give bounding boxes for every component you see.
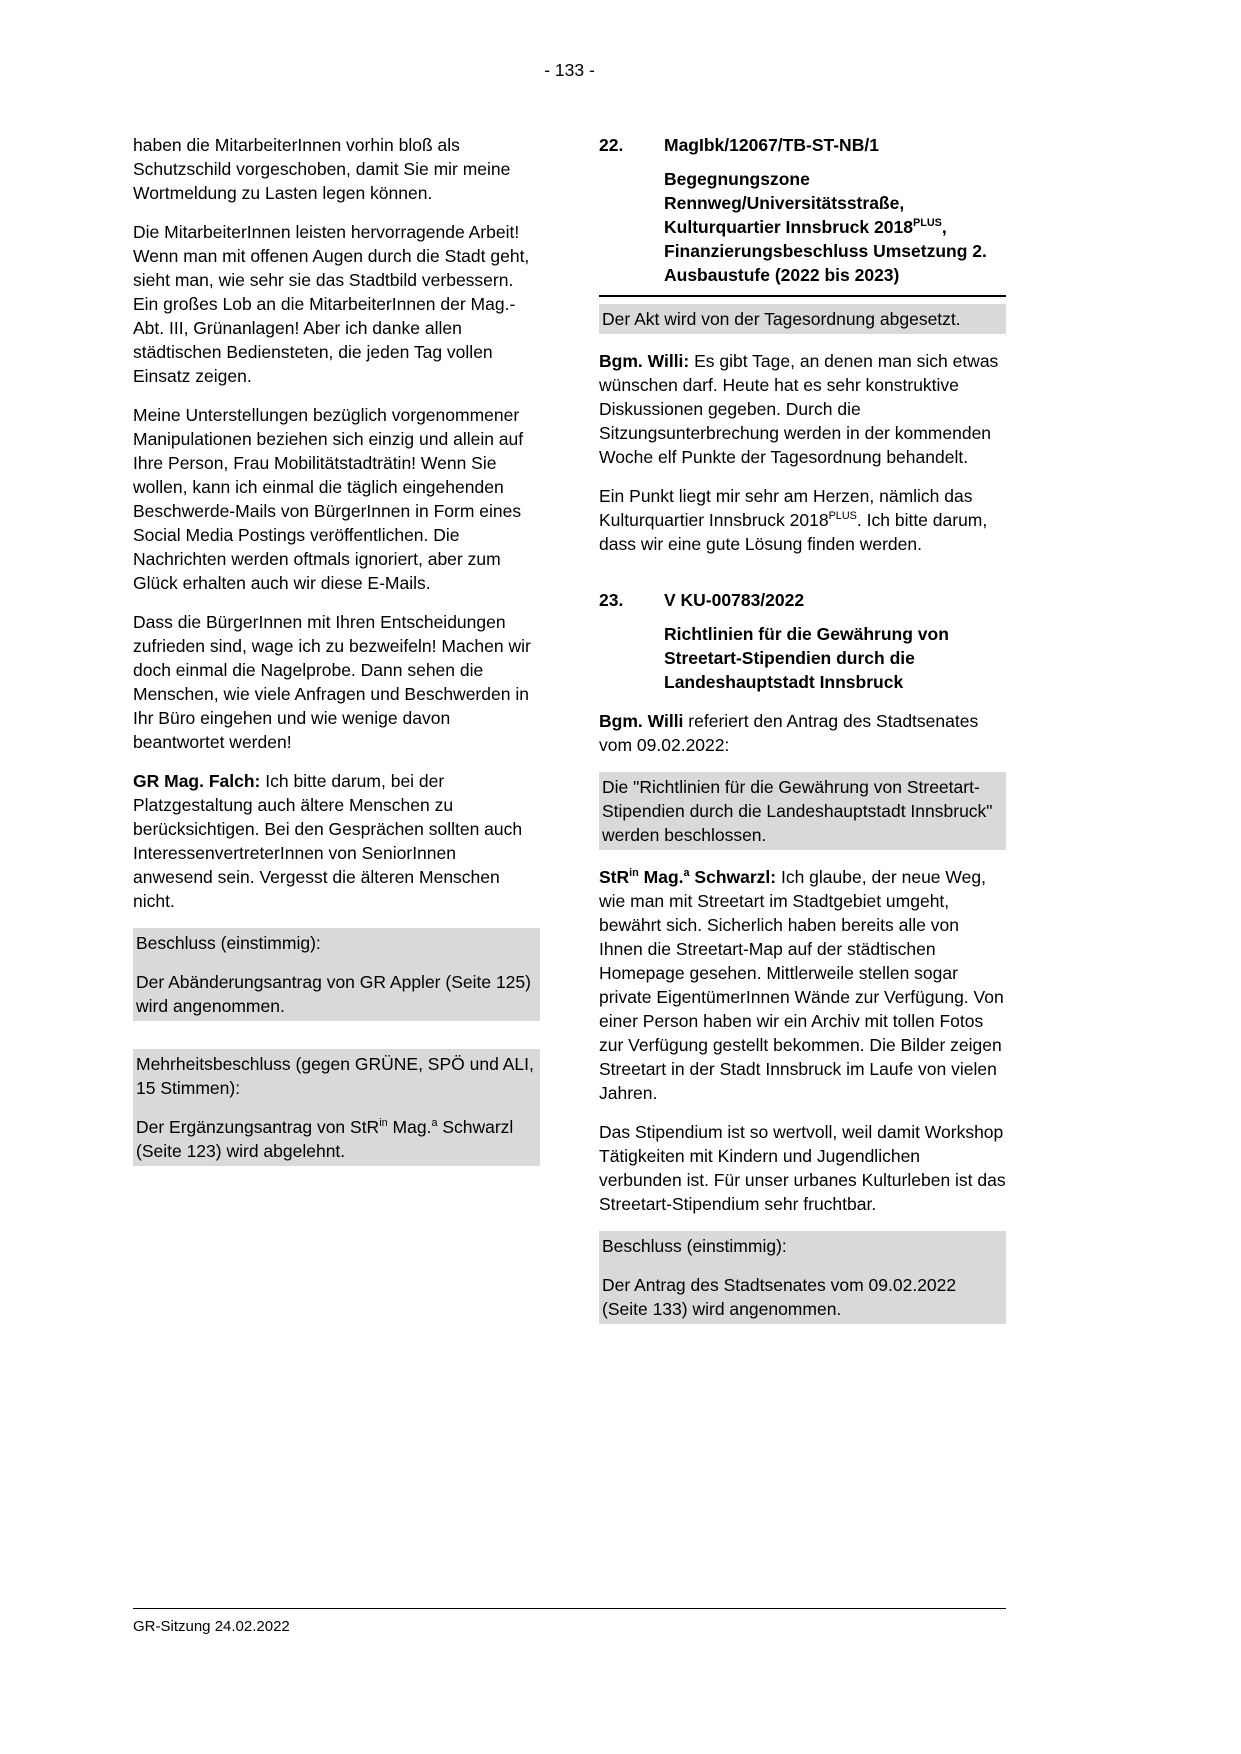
- left-column: [133, 133, 540, 1339]
- bold-text: GR Mag. Falch:: [133, 771, 261, 791]
- bold-text: StR: [599, 867, 630, 887]
- superscript-text: in: [379, 1117, 388, 1130]
- superscript-text: PLUS: [828, 510, 857, 523]
- text-run: haben die MitarbeiterInnen vorhin bloß als Schutzschild vorgeschoben, damit Sie mir meine Wortmeldung zu Lasten legen können.: [133, 135, 511, 203]
- highlight-block: [599, 304, 1006, 334]
- text-run: Der Akt wird von der Tagesordnung abgesetzt.: [602, 309, 961, 329]
- agenda-item-id: V KU-00783/2022: [664, 590, 805, 610]
- text-run: Der Abänderungsantrag von GR Appler (Seite 125) wird angenommen.: [136, 972, 531, 1016]
- paragraph: [599, 1120, 1006, 1216]
- paragraph: [133, 610, 540, 754]
- text-run: Beschluss (einstimmig):: [136, 933, 321, 953]
- footer-text: GR-Sitzung 24.02.2022: [133, 1618, 290, 1635]
- highlight-block: [599, 772, 1006, 850]
- paragraph: [599, 709, 1006, 757]
- text-run: Dass die BürgerInnen mit Ihren Entscheidungen zufrieden sind, wage ich zu bezweifeln! Machen wir doch einmal die Nagelprobe. Dann sehen die Menschen, wie viele Anfragen und Beschwerden in Ihr Büro eingehen und wie wenige davon beantwortet werden!: [133, 612, 531, 752]
- paragraph: [133, 403, 540, 595]
- paragraph: [133, 133, 540, 205]
- superscript-text: in: [629, 867, 639, 880]
- text-run: . Ich bitte darum, dass wir eine gute Lösung finden werden.: [599, 510, 988, 554]
- text-run: Meine Unterstellungen bezüglich vorgenommener Manipulationen beziehen sich einzig und allein auf Ihre Person, Frau Mobilitätstadträtin! Wenn Sie wollen, kann ich einmal die täglich eingehenden Beschwerde-Mails von BürgerInnen in Form eines Social Media Postings veröffentlichen. Die Nachrichten werden oftmals ignoriert, aber zum Glück erhalten auch wir diese E-Mails.: [133, 405, 524, 593]
- bold-text: Schwarzl:: [689, 867, 777, 887]
- highlight-paragraph: [136, 1052, 534, 1100]
- text-run: Mag.: [387, 1117, 432, 1137]
- highlight-block: [133, 1049, 540, 1166]
- text-run: Schwarzl (Seite 123) wird abgelehnt.: [136, 1117, 514, 1161]
- text-run: Der Antrag des Stadtsenates vom 09.02.2022 (Seite 133) wird angenommen.: [602, 1275, 957, 1319]
- text-run: Es gibt Tage, an denen man sich etwas wünschen darf. Heute hat es sehr konstruktive Diskussionen gegeben. Durch die Sitzungsunterbrechung werden in der kommenden Woche elf Punkte der Tagesordnung behandelt.: [599, 351, 999, 467]
- text-run: Mehrheitsbeschluss (gegen GRÜNE, SPÖ und ALI, 15 Stimmen):: [136, 1054, 534, 1098]
- bold-text: Richtlinien für die Gewährung von Streetart-Stipendien durch die Landeshauptstadt Innsbruck: [664, 624, 949, 692]
- bold-text: Begegnungszone Rennweg/Universitätsstraße, Kulturquartier Innsbruck 2018: [664, 169, 913, 237]
- page-footer: [133, 1608, 1006, 1637]
- bold-text: , Finanzierungsbeschluss Umsetzung 2. Ausbaustufe (2022 bis 2023): [664, 217, 987, 285]
- text-run: Die "Richtlinien für die Gewährung von Streetart-Stipendien durch die Landeshauptstadt Innsbruck" werden beschlossen.: [602, 777, 993, 845]
- highlight-paragraph: [136, 931, 534, 955]
- paragraph: [599, 349, 1006, 469]
- paragraph: [599, 484, 1006, 556]
- highlight-paragraph: [136, 1115, 534, 1163]
- agenda-item-number: 22.: [599, 135, 624, 155]
- right-column: [599, 133, 1006, 1339]
- highlight-block: [599, 1231, 1006, 1324]
- superscript-text: a: [683, 867, 690, 880]
- highlight-paragraph: [136, 970, 534, 1018]
- paragraph: [133, 769, 540, 913]
- highlight-paragraph: [602, 1234, 1000, 1258]
- agenda-item-number: 23.: [599, 590, 624, 610]
- highlight-paragraph: [602, 1273, 1000, 1321]
- bold-text: Bgm. Willi:: [599, 351, 690, 371]
- agenda-item-id: MagIbk/12067/TB-ST-NB/1: [664, 135, 879, 155]
- text-run: Das Stipendium ist so wertvoll, weil damit Workshop Tätigkeiten mit Kindern und Jugendlichen verbunden ist. Für unser urbanes Kulturleben ist das Streetart-Stipendium sehr fruchtbar.: [599, 1122, 1006, 1214]
- text-run: Ein Punkt liegt mir sehr am Herzen, nämlich das Kulturquartier Innsbruck 2018: [599, 486, 973, 530]
- page-number: - 133 -: [544, 60, 595, 80]
- superscript-text: PLUS: [912, 217, 942, 230]
- text-run: Die MitarbeiterInnen leisten hervorragende Arbeit! Wenn man mit offenen Augen durch die Stadt geht, sieht man, wie sehr sie das Stadtbild verbessern. Ein großes Lob an die MitarbeiterInnen der Mag.-Abt. III, Grünanlagen! Aber ich danke allen städtischen Bediensteten, die jeden Tag vollen Einsatz zeigen.: [133, 222, 530, 386]
- bold-text: Mag.: [638, 867, 684, 887]
- page-content: [133, 133, 1006, 1339]
- agenda-item-heading: [599, 133, 1006, 157]
- text-run: referiert den Antrag des Stadtsenates vom 09.02.2022:: [599, 711, 979, 755]
- agenda-item-title: [599, 167, 1006, 297]
- paragraph: [599, 865, 1006, 1105]
- agenda-item-heading: [599, 588, 1006, 612]
- text-run: Der Ergänzungsantrag von StR: [136, 1117, 380, 1137]
- text-run: Beschluss (einstimmig):: [602, 1236, 787, 1256]
- highlight-paragraph: [602, 307, 1000, 331]
- agenda-item-title: [599, 622, 1006, 694]
- text-run: Ich glaube, der neue Weg, wie man mit Streetart im Stadtgebiet umgeht, bewährt sich. Sicherlich haben bereits alle von Ihnen die Streetart-Map auf der städtischen Homepage gesehen. Mittlerweile stellen sogar private EigentümerInnen Wände zur Verfügung. Von einer Person haben wir ein Archiv mit tollen Fotos zur Verfügung gestellt bekommen. Die Bilder zeigen Streetart in der Stadt Innsbruck im Laufe von vielen Jahren.: [599, 867, 1004, 1103]
- bold-text: Bgm. Willi: [599, 711, 684, 731]
- paragraph: [133, 220, 540, 388]
- highlight-paragraph: [602, 775, 1000, 847]
- highlight-block: [133, 928, 540, 1021]
- text-run: Ich bitte darum, bei der Platzgestaltung auch ältere Menschen zu berücksichtigen. Bei den Gesprächen sollten auch InteressenvertreterInnen von SeniorInnen anwesend sein. Vergesst die älteren Menschen nicht.: [133, 771, 523, 911]
- superscript-text: a: [431, 1117, 438, 1130]
